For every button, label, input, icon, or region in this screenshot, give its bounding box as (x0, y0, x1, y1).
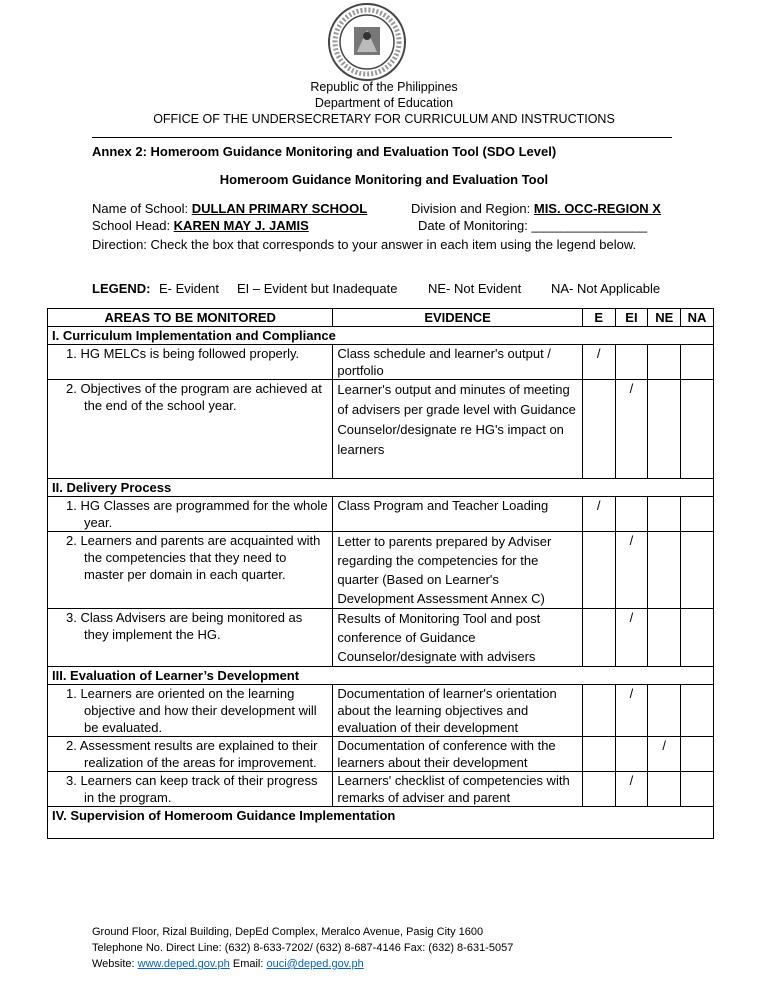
footer (92, 924, 513, 972)
footer-email-label: Email: (229, 958, 267, 970)
email-link[interactable]: ouci@deped.gov.ph (266, 958, 364, 970)
check-ei[interactable] (615, 497, 648, 532)
legend-label: LEGEND: (92, 281, 151, 296)
check-ne[interactable]: / (648, 737, 681, 772)
table-row (48, 772, 714, 807)
evidence-cell: Documentation of learner's orientation about the learning objectives and evaluation of their development (333, 685, 582, 737)
check-ei[interactable]: / (615, 380, 648, 479)
area-cell: 2. Assessment results are explained to their realization of the areas for improvement. (48, 737, 333, 772)
check-ei[interactable]: / (615, 609, 648, 667)
check-e[interactable] (582, 609, 615, 667)
section-title: III. Evaluation of Learner’s Development (48, 667, 714, 685)
area-cell: 2. Objectives of the program are achieved at the end of the school year. (48, 380, 333, 479)
header-ne: NE (648, 309, 681, 327)
footer-website-label: Website: (92, 958, 138, 970)
date-label: Date of Monitoring: ________________ (418, 218, 648, 233)
table-row (48, 737, 714, 772)
check-na[interactable] (681, 737, 714, 772)
check-ne[interactable] (648, 345, 681, 380)
check-e[interactable] (582, 737, 615, 772)
header-office: OFFICE OF THE UNDERSECRETARY FOR CURRICULUM AND INSTRUCTIONS (153, 112, 615, 126)
head-label: School Head: (92, 218, 174, 233)
direction-text: Direction: Check the box that corresponds to your answer in each item using the legend below. (92, 237, 637, 252)
check-na[interactable] (681, 772, 714, 807)
check-ei[interactable]: / (615, 772, 648, 807)
school-label: Name of School: (92, 201, 192, 216)
section-row (48, 327, 714, 345)
table-row (48, 497, 714, 532)
evidence-cell: Letter to parents prepared by Adviser regarding the competencies for the quarter (Based on Learner's Development Assessment Annex C) (333, 532, 582, 609)
check-ei[interactable] (615, 737, 648, 772)
check-na[interactable] (681, 345, 714, 380)
table-row (48, 685, 714, 737)
check-na[interactable] (681, 497, 714, 532)
website-link[interactable]: www.deped.gov.ph (137, 958, 230, 970)
legend-na: NA- Not Applicable (551, 281, 661, 296)
section-title: IV. Supervision of Homeroom Guidance Implementation (48, 807, 714, 839)
table-row (48, 345, 714, 380)
check-na[interactable] (681, 532, 714, 609)
evidence-cell: Learners' checklist of competencies with remarks of adviser and parent (333, 772, 582, 807)
check-ne[interactable] (648, 685, 681, 737)
area-cell: 1. HG Classes are programmed for the whole year. (48, 497, 333, 532)
evidence-cell: Class schedule and learner's output / portfolio (333, 345, 582, 380)
region-label: Division and Region: (411, 201, 534, 216)
check-e[interactable] (582, 532, 615, 609)
check-na[interactable] (681, 685, 714, 737)
check-ne[interactable] (648, 380, 681, 479)
school-value: DULLAN PRIMARY SCHOOL (191, 201, 368, 216)
check-ne[interactable] (648, 609, 681, 667)
annex-title: Annex 2: Homeroom Guidance Monitoring and Evaluation Tool (SDO Level) (92, 144, 557, 159)
check-e[interactable] (582, 772, 615, 807)
section-row (48, 667, 714, 685)
table-row (48, 609, 714, 667)
area-cell: 3. Learners can keep track of their progress in the program. (48, 772, 333, 807)
check-e[interactable]: / (582, 345, 615, 380)
header-areas: AREAS TO BE MONITORED (48, 309, 333, 327)
section-title: I. Curriculum Implementation and Compliance (48, 327, 714, 345)
check-ne[interactable] (648, 772, 681, 807)
header-ei: EI (615, 309, 648, 327)
table-header-row (48, 309, 714, 327)
check-e[interactable] (582, 685, 615, 737)
footer-phone: Telephone No. Direct Line: (632) 8-633-7202/ (632) 8-687-4146 Fax: (632) 8-631-5057 (92, 942, 514, 954)
header-republic: Republic of the Philippines (310, 80, 458, 94)
legend-e: E- Evident (159, 281, 219, 296)
check-e[interactable] (582, 380, 615, 479)
section-title: II. Delivery Process (48, 479, 714, 497)
header-e: E (582, 309, 615, 327)
header-department: Department of Education (314, 96, 454, 110)
check-na[interactable] (681, 380, 714, 479)
section-row (48, 807, 714, 839)
header-divider (92, 137, 672, 138)
legend-ne: NE- Not Evident (428, 281, 522, 296)
area-cell: 3. Class Advisers are being monitored as they implement the HG. (48, 609, 333, 667)
area-cell: 1. Learners are oriented on the learning objective and how their development will be evaluated. (48, 685, 333, 737)
footer-address: Ground Floor, Rizal Building, DepEd Complex, Meralco Avenue, Pasig City 1600 (92, 926, 484, 938)
header-evidence: EVIDENCE (333, 309, 582, 327)
check-ne[interactable] (648, 497, 681, 532)
table-row (48, 532, 714, 609)
form-subtitle: Homeroom Guidance Monitoring and Evaluation Tool (219, 172, 549, 187)
evidence-cell: Documentation of conference with the learners about their development (333, 737, 582, 772)
monitoring-table (47, 308, 714, 839)
evidence-cell: Results of Monitoring Tool and post conference of Guidance Counselor/designate with advisers (333, 609, 582, 667)
evidence-cell: Class Program and Teacher Loading (333, 497, 582, 532)
check-ei[interactable] (615, 345, 648, 380)
check-e[interactable]: / (582, 497, 615, 532)
school-line (92, 201, 672, 216)
check-na[interactable] (681, 609, 714, 667)
footer-contact (92, 956, 513, 972)
area-cell: 2. Learners and parents are acquainted with the competencies that they need to master per domain in each quarter. (48, 532, 333, 609)
region-value: MIS. OCC-REGION X (533, 201, 661, 216)
head-line (92, 218, 672, 233)
evidence-cell: Learner's output and minutes of meeting of advisers per grade level with Guidance Counselor/designate re HG's impact on learners (333, 380, 582, 479)
check-ne[interactable] (648, 532, 681, 609)
section-row (48, 479, 714, 497)
legend-ei: EI – Evident but Inadequate (237, 281, 398, 296)
deped-seal (327, 2, 407, 82)
head-value: KAREN MAY J. JAMIS (173, 218, 309, 233)
table-row (48, 380, 714, 479)
check-ei[interactable]: / (615, 532, 648, 609)
header-na: NA (681, 309, 714, 327)
area-cell: 1. HG MELCs is being followed properly. (48, 345, 333, 380)
check-ei[interactable]: / (615, 685, 648, 737)
